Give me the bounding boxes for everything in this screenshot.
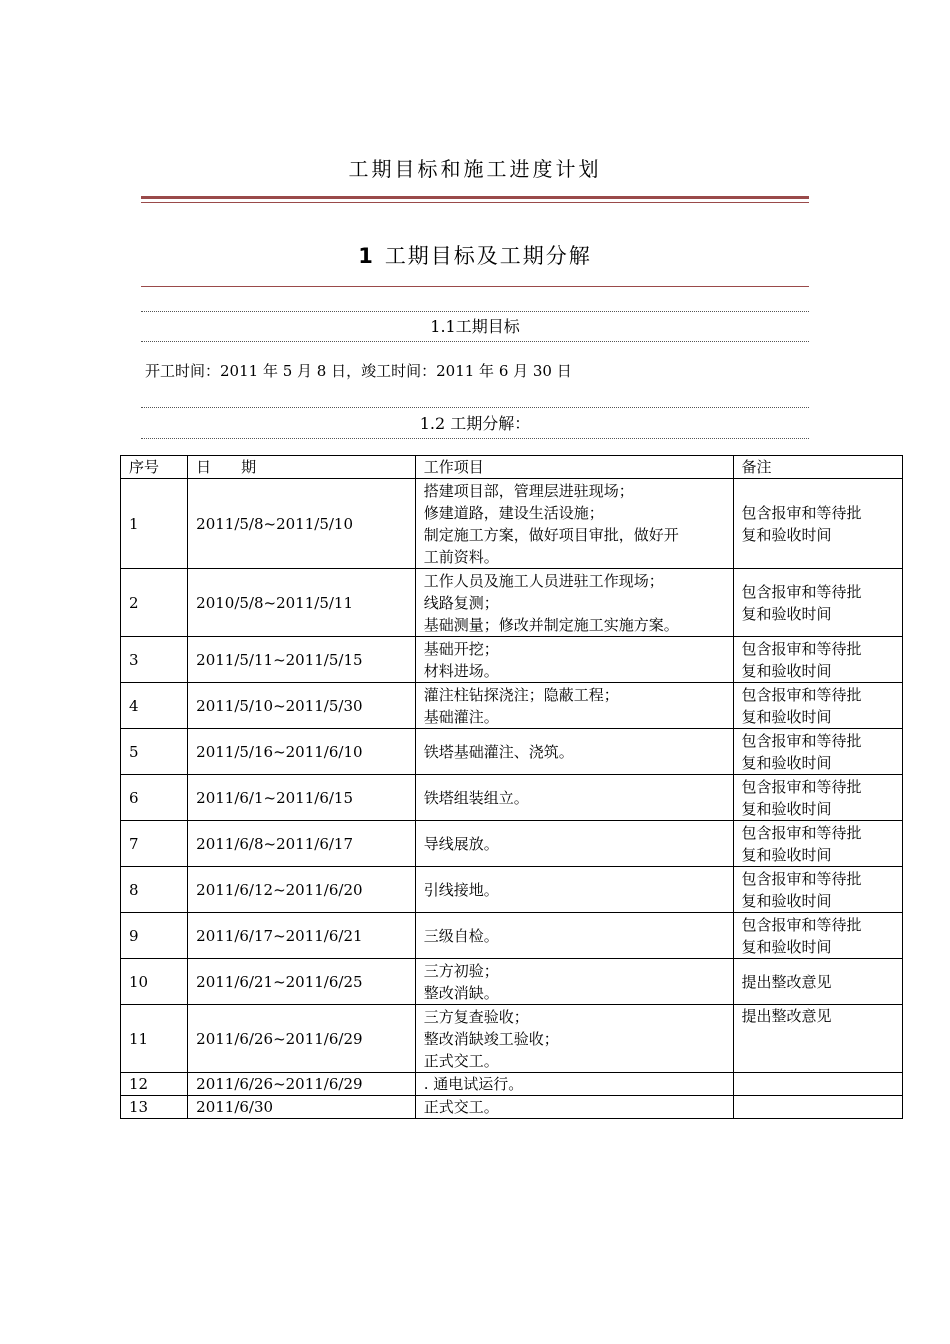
row-number: 5: [121, 729, 188, 775]
remark-line: 复和验收时间: [741, 525, 832, 544]
row-date: 2011/6/12~2011/6/20: [188, 867, 416, 913]
row-work-items: [415, 569, 733, 637]
row-date: 2011/5/8~2011/5/10: [188, 479, 416, 569]
table-row: [121, 637, 903, 683]
work-item-line: 基础开挖；: [423, 639, 499, 658]
row-work-items: [415, 637, 733, 683]
remark-line: 包含报审和等待批: [741, 869, 862, 888]
work-item-line: 整改消缺竣工验收；: [423, 1029, 559, 1048]
row-number: 3: [121, 637, 188, 683]
row-date: 2011/6/26~2011/6/29: [188, 1073, 416, 1096]
work-item-line: 三方复查验收；: [423, 1007, 529, 1026]
row-date: 2010/5/8~2011/5/11: [188, 569, 416, 637]
table-row: [121, 569, 903, 637]
remark-line: 复和验收时间: [741, 891, 832, 910]
work-item-line: 正式交工。: [423, 1098, 499, 1116]
header-cell-date: 日 期: [188, 456, 416, 479]
section-1-title: 工期目标及工期分解: [384, 244, 592, 268]
header-cell-remarks: 备注: [733, 456, 902, 479]
remark-line: 复和验收时间: [741, 707, 832, 726]
row-remarks: [733, 1005, 902, 1073]
work-item-line: 工作人员及施工人员进驻工作现场；: [423, 571, 664, 590]
title-rule-thin: [141, 202, 809, 203]
row-remarks: [733, 683, 902, 729]
row-date: 2011/6/21~2011/6/25: [188, 959, 416, 1005]
schedule-goal-text: 开工时间：2011 年 5 月 8 日，竣工时间：2011 年 6 月 30 日: [145, 362, 572, 380]
row-remarks: [733, 1096, 902, 1119]
header-cell-work-item: 工作项目: [415, 456, 733, 479]
row-work-items: [415, 683, 733, 729]
row-number: 1: [121, 479, 188, 569]
remark-line: 包含报审和等待批: [741, 685, 862, 704]
row-date: 2011/6/17~2011/6/21: [188, 913, 416, 959]
table-row: [121, 1096, 903, 1119]
remark-line: 包含报审和等待批: [741, 639, 862, 658]
row-remarks: [733, 729, 902, 775]
row-number: 7: [121, 821, 188, 867]
table-row: [121, 867, 903, 913]
row-number: 2: [121, 569, 188, 637]
title-rule-thick: [141, 196, 809, 199]
row-remarks: [733, 479, 902, 569]
work-item-line: 灌注柱钻探浇注；隐蔽工程；: [423, 685, 619, 704]
remark-line: 包含报审和等待批: [741, 823, 862, 842]
table-row: [121, 729, 903, 775]
remark-line: 包含报审和等待批: [741, 777, 862, 796]
row-number: 12: [121, 1073, 188, 1096]
section-1-2-heading: 1.2 工期分解：: [419, 414, 531, 433]
work-item-line: 导线展放。: [423, 834, 499, 853]
remark-line: 复和验收时间: [741, 661, 832, 680]
row-remarks: [733, 821, 902, 867]
row-number: 8: [121, 867, 188, 913]
row-work-items: [415, 729, 733, 775]
remark-line: 包含报审和等待批: [741, 582, 862, 601]
divider-dotted: [141, 341, 809, 342]
table-row: [121, 959, 903, 1005]
work-item-line: 三级自检。: [423, 926, 499, 945]
row-work-items: [415, 1005, 733, 1073]
work-item-line: 铁塔组装组立。: [423, 788, 529, 807]
remark-line: 提出整改意见: [741, 972, 832, 991]
table-row: [121, 913, 903, 959]
work-item-line: 搭建项目部，管理层进驻现场；: [423, 481, 634, 500]
work-item-line: 整改消缺。: [423, 983, 499, 1002]
row-number: 10: [121, 959, 188, 1005]
header-cell-no: 序号: [121, 456, 188, 479]
row-number: 6: [121, 775, 188, 821]
row-work-items: [415, 959, 733, 1005]
section-1-number: 1: [358, 244, 373, 268]
row-work-items: [415, 821, 733, 867]
row-number: 4: [121, 683, 188, 729]
row-work-items: [415, 867, 733, 913]
work-item-line: 正式交工。: [423, 1051, 499, 1070]
row-date: 2011/5/10~2011/5/30: [188, 683, 416, 729]
row-remarks: [733, 569, 902, 637]
table-row: [121, 479, 903, 569]
row-date: 2011/6/1~2011/6/15: [188, 775, 416, 821]
row-number: 9: [121, 913, 188, 959]
table-row: [121, 775, 903, 821]
section-1-1-heading: 1.1工期目标: [430, 317, 520, 336]
schedule-table: [120, 455, 903, 1119]
work-item-line: 基础灌注。: [423, 707, 499, 726]
row-remarks: [733, 959, 902, 1005]
table-row: [121, 683, 903, 729]
work-item-line: 引线接地。: [423, 880, 499, 899]
remark-line: 复和验收时间: [741, 799, 832, 818]
row-remarks: [733, 1073, 902, 1096]
work-item-line: 工前资料。: [423, 547, 499, 566]
row-date: 2011/5/16~2011/6/10: [188, 729, 416, 775]
row-work-items: [415, 775, 733, 821]
row-date: 2011/5/11~2011/5/15: [188, 637, 416, 683]
remark-line: 复和验收时间: [741, 937, 832, 956]
row-work-items: [415, 1096, 733, 1119]
row-date: 2011/6/26~2011/6/29: [188, 1005, 416, 1073]
work-item-line: 制定施工方案，做好项目审批，做好开: [423, 525, 679, 544]
work-item-line: 基础测量；修改并制定施工实施方案。: [423, 615, 679, 634]
row-remarks: [733, 775, 902, 821]
row-remarks: [733, 637, 902, 683]
table-header-row: [121, 456, 903, 479]
remark-line: 复和验收时间: [741, 753, 832, 772]
table-row: [121, 1005, 903, 1073]
work-item-line: 材料进场。: [423, 661, 499, 680]
row-remarks: [733, 867, 902, 913]
work-item-line: . 通电试运行。: [423, 1075, 524, 1093]
row-work-items: [415, 1073, 733, 1096]
divider-dotted: [141, 438, 809, 439]
row-number: 13: [121, 1096, 188, 1119]
row-remarks: [733, 913, 902, 959]
work-item-line: 线路复测；: [423, 593, 499, 612]
row-work-items: [415, 479, 733, 569]
section-1-heading: [0, 240, 950, 270]
divider-dotted: [141, 407, 809, 408]
remark-line: 复和验收时间: [741, 604, 832, 623]
remark-line: 包含报审和等待批: [741, 731, 862, 750]
divider-dotted: [141, 311, 809, 312]
table-row: [121, 1073, 903, 1096]
remark-line: 包含报审和等待批: [741, 503, 862, 522]
row-number: 11: [121, 1005, 188, 1073]
row-work-items: [415, 913, 733, 959]
work-item-line: 三方初验；: [423, 961, 499, 980]
section-1-rule: [141, 286, 809, 287]
remark-line: 提出整改意见: [741, 1007, 832, 1025]
row-date: 2011/6/8~2011/6/17: [188, 821, 416, 867]
document-title: 工期目标和施工进度计划: [348, 157, 602, 181]
work-item-line: 铁塔基础灌注、浇筑。: [423, 742, 574, 761]
row-date: 2011/6/30: [188, 1096, 416, 1119]
remark-line: 复和验收时间: [741, 845, 832, 864]
work-item-line: 修建道路，建设生活设施；: [423, 503, 604, 522]
table-row: [121, 821, 903, 867]
remark-line: 包含报审和等待批: [741, 915, 862, 934]
